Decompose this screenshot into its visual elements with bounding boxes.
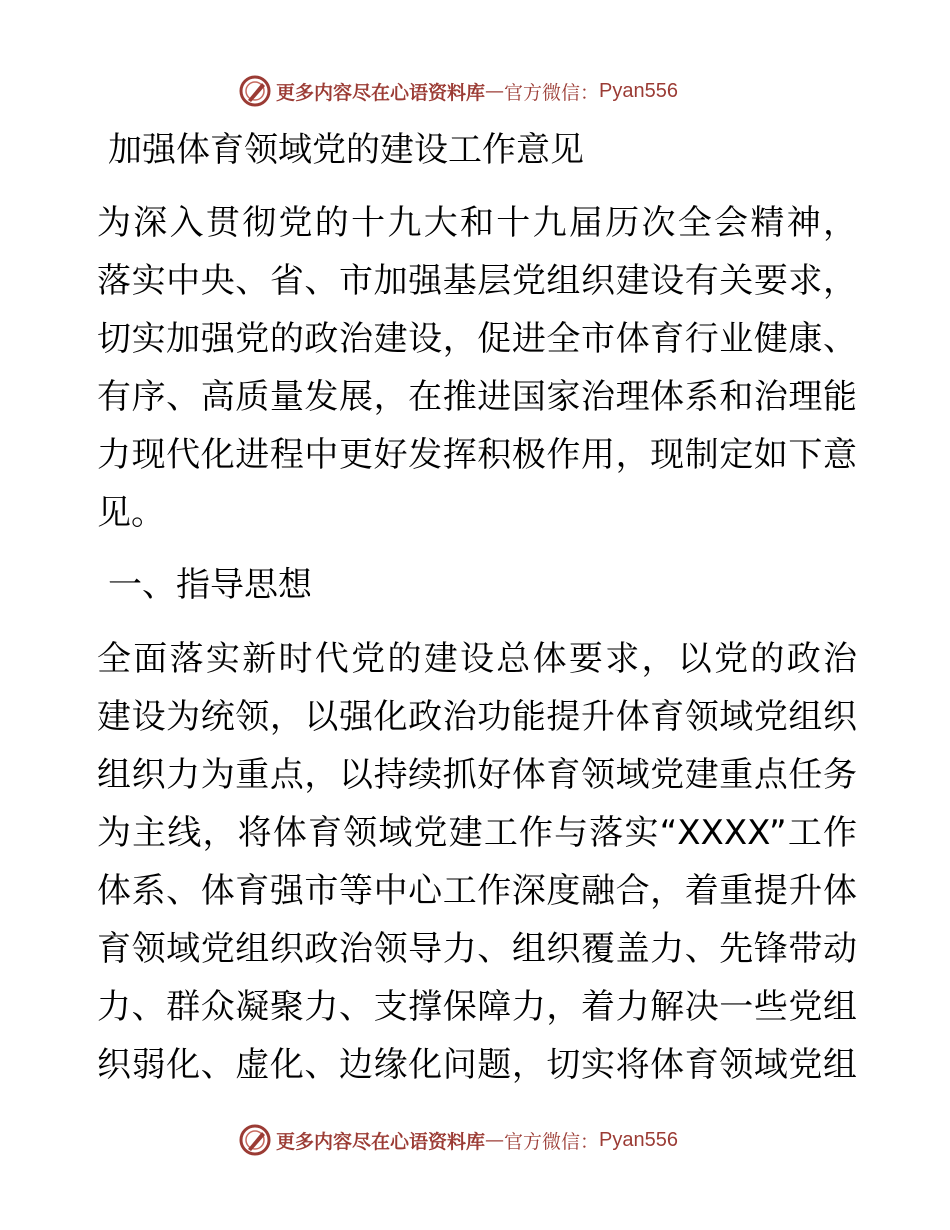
- paragraph-line: 见。: [97, 493, 165, 533]
- paragraph-line: 组织力为重点，以持续抓好体育领域党建重点任务: [97, 755, 857, 795]
- paragraph-line: 切实加强党的政治建设，促进全市体育行业健康、: [97, 319, 857, 359]
- paragraph-line: 建设为统领，以强化政治功能提升体育领域党组织: [97, 697, 857, 737]
- banner-wechat-id: Pyan556: [599, 79, 678, 102]
- document-title: 加强体育领域党的建设工作意见: [108, 130, 584, 170]
- paragraph-line: 体系、体育强市等中心工作深度融合，着重提升体: [97, 871, 857, 911]
- intro-paragraph: [97, 194, 857, 542]
- footer-watermark-banner: [238, 1123, 678, 1157]
- header-watermark-banner: [238, 74, 678, 108]
- banner-wechat-label: 官方微信：: [504, 81, 600, 104]
- paragraph-line: 为主线，将体育领域党建工作与落实“XXXX”工作: [97, 813, 857, 853]
- pen-logo-icon: [238, 74, 272, 108]
- paragraph-line: 为深入贯彻党的十九大和十九届历次全会精神，: [97, 203, 857, 243]
- banner-brand-text: 更多内容尽在心语资料库: [276, 1130, 486, 1153]
- banner-dash: —: [485, 1129, 505, 1151]
- guiding-ideology-paragraph: [97, 630, 857, 1094]
- paragraph-line: 育领域党组织政治领导力、组织覆盖力、先锋带动: [97, 929, 857, 969]
- paragraph-line: 落实中央、省、市加强基层党组织建设有关要求，: [97, 261, 857, 301]
- section-heading-guiding-ideology: 一、指导思想: [108, 565, 312, 605]
- paragraph-line: 力现代化进程中更好发挥积极作用，现制定如下意: [97, 435, 857, 475]
- banner-wechat-id: Pyan556: [599, 1128, 678, 1151]
- paragraph-line: 力、群众凝聚力、支撑保障力，着力解决一些党组: [97, 987, 857, 1027]
- pen-logo-icon: [238, 1123, 272, 1157]
- banner-wechat-label: 官方微信：: [504, 1130, 600, 1153]
- banner-brand-text: 更多内容尽在心语资料库: [276, 81, 486, 104]
- paragraph-line: 织弱化、虚化、边缘化问题，切实将体育领域党组: [97, 1045, 857, 1085]
- banner-dash: —: [485, 80, 505, 102]
- paragraph-line: 有序、高质量发展，在推进国家治理体系和治理能: [97, 377, 857, 417]
- paragraph-line: 全面落实新时代党的建设总体要求，以党的政治: [97, 639, 857, 679]
